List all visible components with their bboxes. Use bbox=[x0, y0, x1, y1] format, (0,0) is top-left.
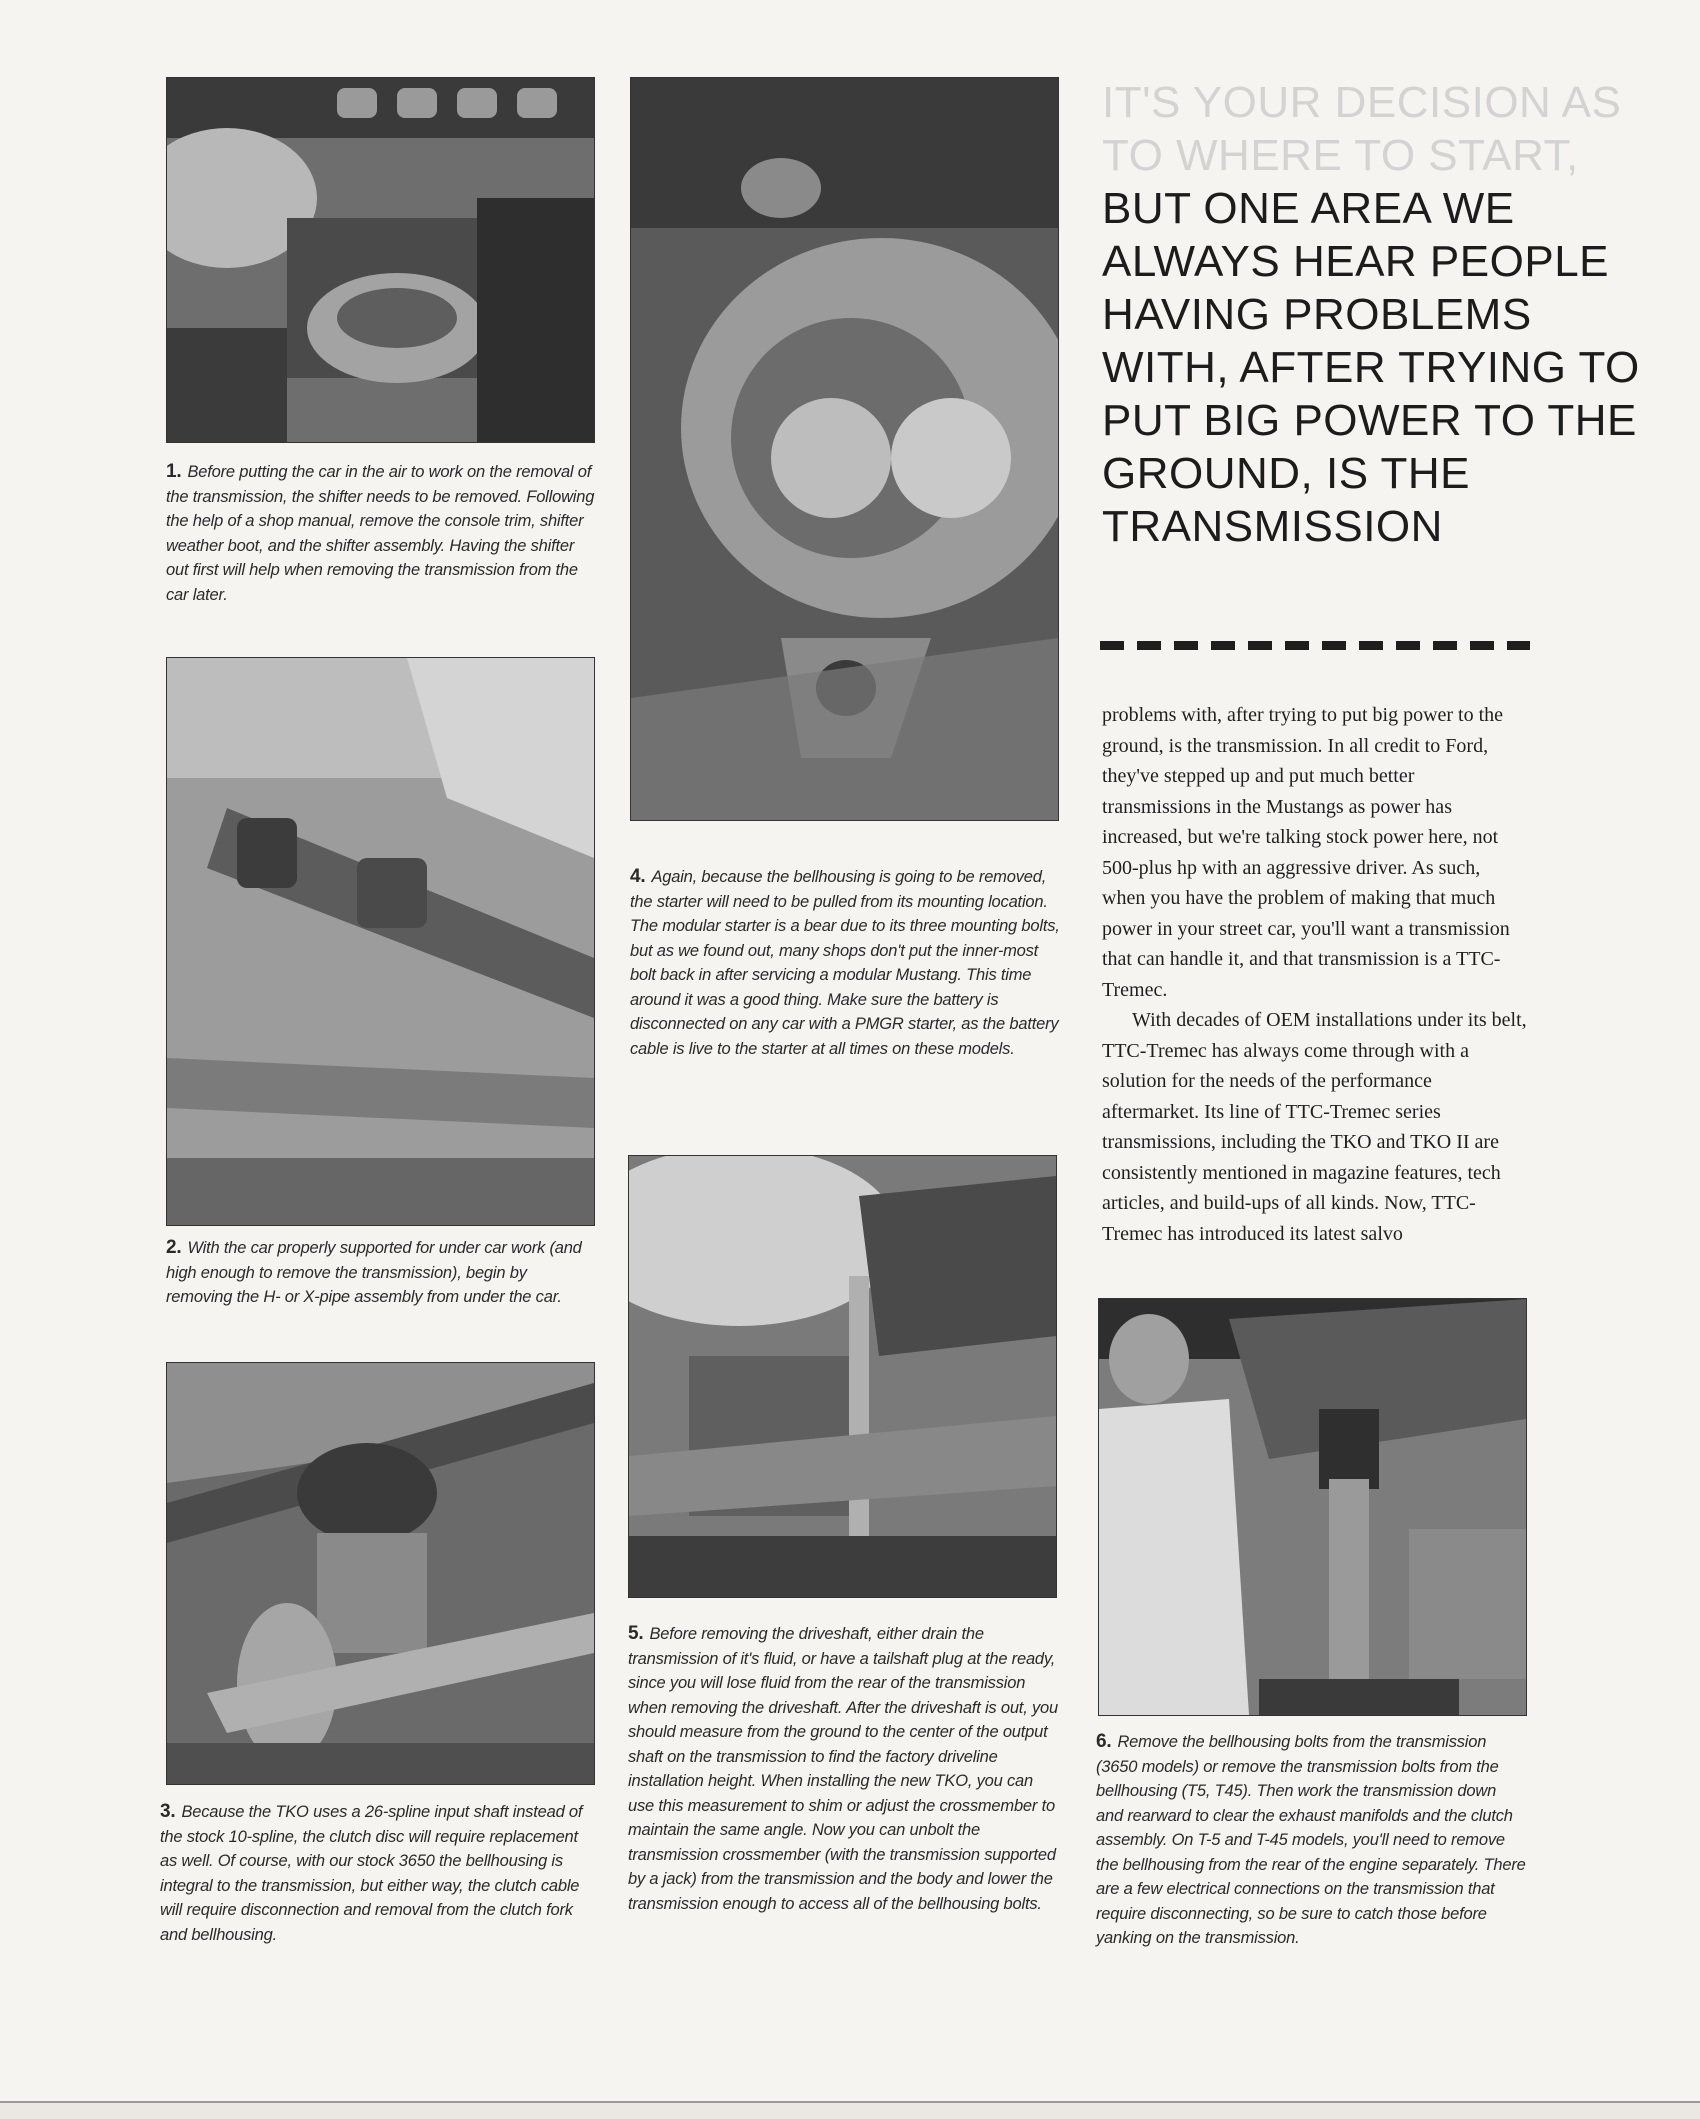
photo-5-driveshaft bbox=[628, 1155, 1057, 1598]
page-bottom-edge bbox=[0, 2101, 1700, 2119]
body-paragraph-1: problems with, after trying to put big power to the ground, is the transmission. In all credit to Ford, they've stepped up and put much better transmissions in the Mustangs as power has increased, but we're talking stock power here, not 500-plus hp with an aggressive driver. As such, when you have the problem of making that much power in your street car, you'll want a transmission that can handle it, and that transmission is a TTC-Tremec. bbox=[1102, 704, 1510, 1001]
caption-number: 5. bbox=[628, 1623, 644, 1644]
caption-1 bbox=[166, 460, 596, 607]
photo-1-shifter bbox=[166, 77, 595, 443]
caption-number: 6. bbox=[1096, 1731, 1112, 1752]
caption-text: Before removing the driveshaft, either drain the transmission of it's fluid, or have a tailshaft plug at the ready, since you will lose fluid from the rear of the transmission when removing the driveshaft. After the driveshaft is out, you should measure from the ground to the center of the output shaft on the transmission to find the factory driveline installation height. When installing the new TKO, you can use this measurement to shim or adjust the crossmember to maintain the same angle. Now you can unbolt the transmission crossmember (with the transmission supported by a jack) from the transmission and the body and lower the transmission enough to access all of the bellhousing bolts. bbox=[628, 1625, 1058, 1913]
dashed-divider bbox=[1100, 641, 1530, 650]
caption-4 bbox=[630, 865, 1060, 1061]
caption-text: Because the TKO uses a 26-spline input shaft instead of the stock 10-spline, the clutch disc will require replacement as well. Of course, with our stock 3650 the bellhousing is integral to the transmission, but either way, the clutch cable will require disconnection and removal from the clutch fork and bellhousing. bbox=[160, 1803, 583, 1944]
caption-5 bbox=[628, 1622, 1058, 1916]
photo-2-exhaust bbox=[166, 657, 595, 1226]
caption-number: 4. bbox=[630, 866, 646, 887]
caption-3 bbox=[160, 1800, 590, 1947]
photo-4-starter bbox=[630, 77, 1059, 821]
caption-text: Before putting the car in the air to work on the removal of the transmission, the shifter needs to be removed. Following the help of a shop manual, remove the console trim, shifter weather boot, and the shifter assembly. Having the shifter out first will help when removing the transmission from the car later. bbox=[166, 463, 595, 604]
caption-text: With the car properly supported for under car work (and high enough to remove the transmission), begin by removing the H- or X-pipe assembly from under the car. bbox=[166, 1239, 582, 1306]
headline-dark-text: BUT ONE AREA WE ALWAYS HEAR PEOPLE HAVING PROBLEMS WITH, AFTER TRYING TO PUT BIG POWER TO THE GROUND, IS THE TRANSMISSION bbox=[1102, 184, 1640, 551]
photo-6-transmission-removal bbox=[1098, 1298, 1527, 1716]
caption-text: Remove the bellhousing bolts from the transmission (3650 models) or remove the transmission bolts from the bellhousing (T5, T45). Then work the transmission down and rearward to clear the exhaust manifolds and the clutch assembly. On T-5 and T-45 models, you'll need to remove the bellhousing from the rear of the engine separately. There are a few electrical connections on the transmission that require disconnecting, so be sure to catch those before yanking on the transmission. bbox=[1096, 1733, 1526, 1947]
caption-text: Again, because the bellhousing is going to be removed, the starter will need to be pulled from its mounting location. The modular starter is a bear due to its three mounting bolts, but as we found out, many shops don't put the inner-most bolt back in after servicing a modular Mustang. This time around it was a good thing. Make sure the battery is disconnected on any car with a PMGR starter, as the battery cable is live to the starter at all times on these models. bbox=[630, 868, 1060, 1058]
caption-number: 1. bbox=[166, 461, 182, 482]
caption-number: 2. bbox=[166, 1237, 182, 1258]
headline-light-text: IT'S YOUR DECISION AS TO WHERE TO START, bbox=[1102, 78, 1622, 180]
body-paragraph-2: With decades of OEM installations under its belt, TTC-Tremec has always come through with a solution for the needs of the performance aftermarket. Its line of TTC-Tremec series transmissions, including the TKO and TKO II are consistently mentioned in magazine features, tech articles, and build-ups of all kinds. Now, TTC-Tremec has introduced its latest salvo bbox=[1102, 1009, 1527, 1245]
article-body bbox=[1102, 700, 1528, 1249]
caption-6 bbox=[1096, 1730, 1526, 1951]
photo-3-clutch bbox=[166, 1362, 595, 1785]
caption-2 bbox=[166, 1236, 596, 1310]
caption-number: 3. bbox=[160, 1801, 176, 1822]
pull-quote-headline bbox=[1102, 76, 1642, 553]
